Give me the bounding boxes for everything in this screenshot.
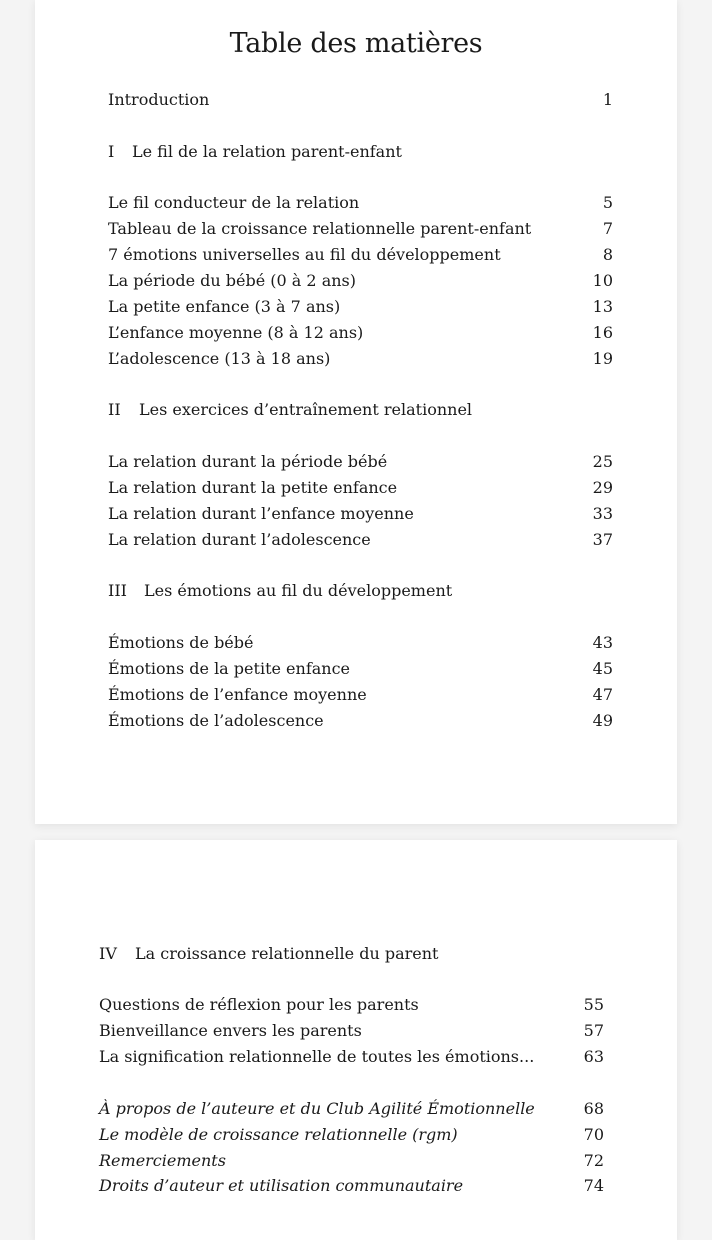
toc-entry-page: 70 [583, 1125, 604, 1144]
toc-entry[interactable] [108, 348, 613, 370]
toc-entry-label: La relation durant l’enfance moyenne [108, 504, 414, 523]
toc-entry-label: Remerciements [99, 1151, 226, 1170]
toc-entry-page: 72 [583, 1151, 604, 1170]
toc-entry[interactable] [108, 684, 613, 706]
toc-page-1 [35, 0, 677, 824]
page-title: Table des matières [229, 28, 483, 59]
toc-entry-label: Bienveillance envers les parents [99, 1021, 362, 1040]
toc-entry-label: Le modèle de croissance relationnelle (rgm) [99, 1125, 458, 1144]
toc-entry-label: La signification relationnelle de toutes les émotions... [99, 1047, 535, 1066]
toc-entry[interactable] [108, 451, 613, 473]
toc-entry-page: 33 [592, 504, 613, 523]
toc-entry-label: Émotions de la petite enfance [108, 659, 351, 678]
section-number: II [108, 400, 121, 419]
toc-entry[interactable] [108, 244, 613, 266]
toc-entry[interactable] [108, 218, 613, 240]
toc-appendix-entry[interactable] [99, 1124, 604, 1146]
toc-section-2[interactable] [108, 399, 613, 421]
toc-entry-page: 8 [602, 245, 613, 264]
toc-entry-page: 43 [592, 633, 613, 652]
toc-entry[interactable] [99, 1046, 604, 1068]
toc-entry-page: 68 [583, 1099, 604, 1118]
toc-entry-label: La petite enfance (3 à 7 ans) [108, 297, 341, 316]
toc-entry-label: 7 émotions universelles au fil du développement [108, 245, 501, 264]
toc-entry-page: 57 [583, 1021, 604, 1040]
section-number: III [108, 581, 127, 600]
toc-page-2 [35, 840, 677, 1240]
toc-appendix-entry[interactable] [99, 1150, 604, 1172]
toc-entry-label: L’enfance moyenne (8 à 12 ans) [108, 323, 364, 342]
toc-entry-page: 29 [592, 478, 613, 497]
toc-entry-label: Émotions de l’adolescence [108, 711, 324, 730]
section-number: IV [99, 944, 117, 963]
toc-entry-label: Le fil conducteur de la relation [108, 193, 360, 212]
toc-entry-label: La relation durant la petite enfance [108, 478, 398, 497]
toc-entry[interactable] [108, 529, 613, 551]
toc-entry-page: 5 [602, 193, 613, 212]
section-title: Les exercices d’entraînement relationnel [139, 400, 473, 419]
toc-entry[interactable] [108, 270, 613, 292]
section-title: Les émotions au fil du développement [144, 581, 453, 600]
toc-appendix-entry[interactable] [99, 1098, 604, 1120]
toc-entry-label: À propos de l’auteure et du Club Agilité Émotionnelle [99, 1099, 535, 1118]
toc-entry-label: L’adolescence (13 à 18 ans) [108, 349, 331, 368]
toc-entry[interactable] [108, 503, 613, 525]
toc-entry-page: 16 [592, 323, 613, 342]
toc-entry-label: La relation durant l’adolescence [108, 530, 371, 549]
toc-section-1[interactable] [108, 141, 613, 163]
toc-entry[interactable] [108, 192, 613, 214]
toc-entry-introduction[interactable] [108, 89, 613, 111]
section-title: La croissance relationnelle du parent [135, 944, 439, 963]
toc-entry[interactable] [108, 296, 613, 318]
toc-entry-page: 13 [592, 297, 613, 316]
toc-entry-label: La période du bébé (0 à 2 ans) [108, 271, 356, 290]
toc-entry-label: Tableau de la croissance relationnelle parent-enfant [108, 219, 532, 238]
toc-entry[interactable] [108, 477, 613, 499]
toc-entry-page: 19 [592, 349, 613, 368]
toc-entry-label: Introduction [108, 90, 210, 109]
section-title: Le fil de la relation parent-enfant [132, 142, 402, 161]
toc-appendix-entry[interactable] [99, 1175, 604, 1197]
toc-entry-label: Questions de réflexion pour les parents [99, 995, 419, 1014]
toc-entry-page: 1 [602, 90, 613, 109]
toc-section-3[interactable] [108, 580, 613, 602]
toc-entry-page: 74 [583, 1176, 604, 1195]
toc-entry-page: 10 [592, 271, 613, 290]
toc-entry-page: 55 [583, 995, 604, 1014]
toc-entry-page: 7 [602, 219, 613, 238]
toc-entry[interactable] [108, 658, 613, 680]
toc-entry-page: 47 [592, 685, 613, 704]
toc-entry-label: Émotions de l’enfance moyenne [108, 685, 367, 704]
toc-entry[interactable] [99, 994, 604, 1016]
section-number: I [108, 142, 115, 161]
toc-entry[interactable] [108, 710, 613, 732]
toc-entry-label: Droits d’auteur et utilisation communautaire [99, 1176, 464, 1195]
toc-entry-page: 45 [592, 659, 613, 678]
toc-entry[interactable] [108, 632, 613, 654]
toc-entry[interactable] [99, 1020, 604, 1042]
toc-entry-label: Émotions de bébé [108, 633, 254, 652]
toc-entry-page: 49 [592, 711, 613, 730]
toc-entry-page: 63 [583, 1047, 604, 1066]
toc-entry-page: 37 [592, 530, 613, 549]
toc-entry[interactable] [108, 322, 613, 344]
toc-entry-label: La relation durant la période bébé [108, 452, 388, 471]
toc-entry-page: 25 [592, 452, 613, 471]
toc-section-4[interactable] [99, 943, 604, 965]
